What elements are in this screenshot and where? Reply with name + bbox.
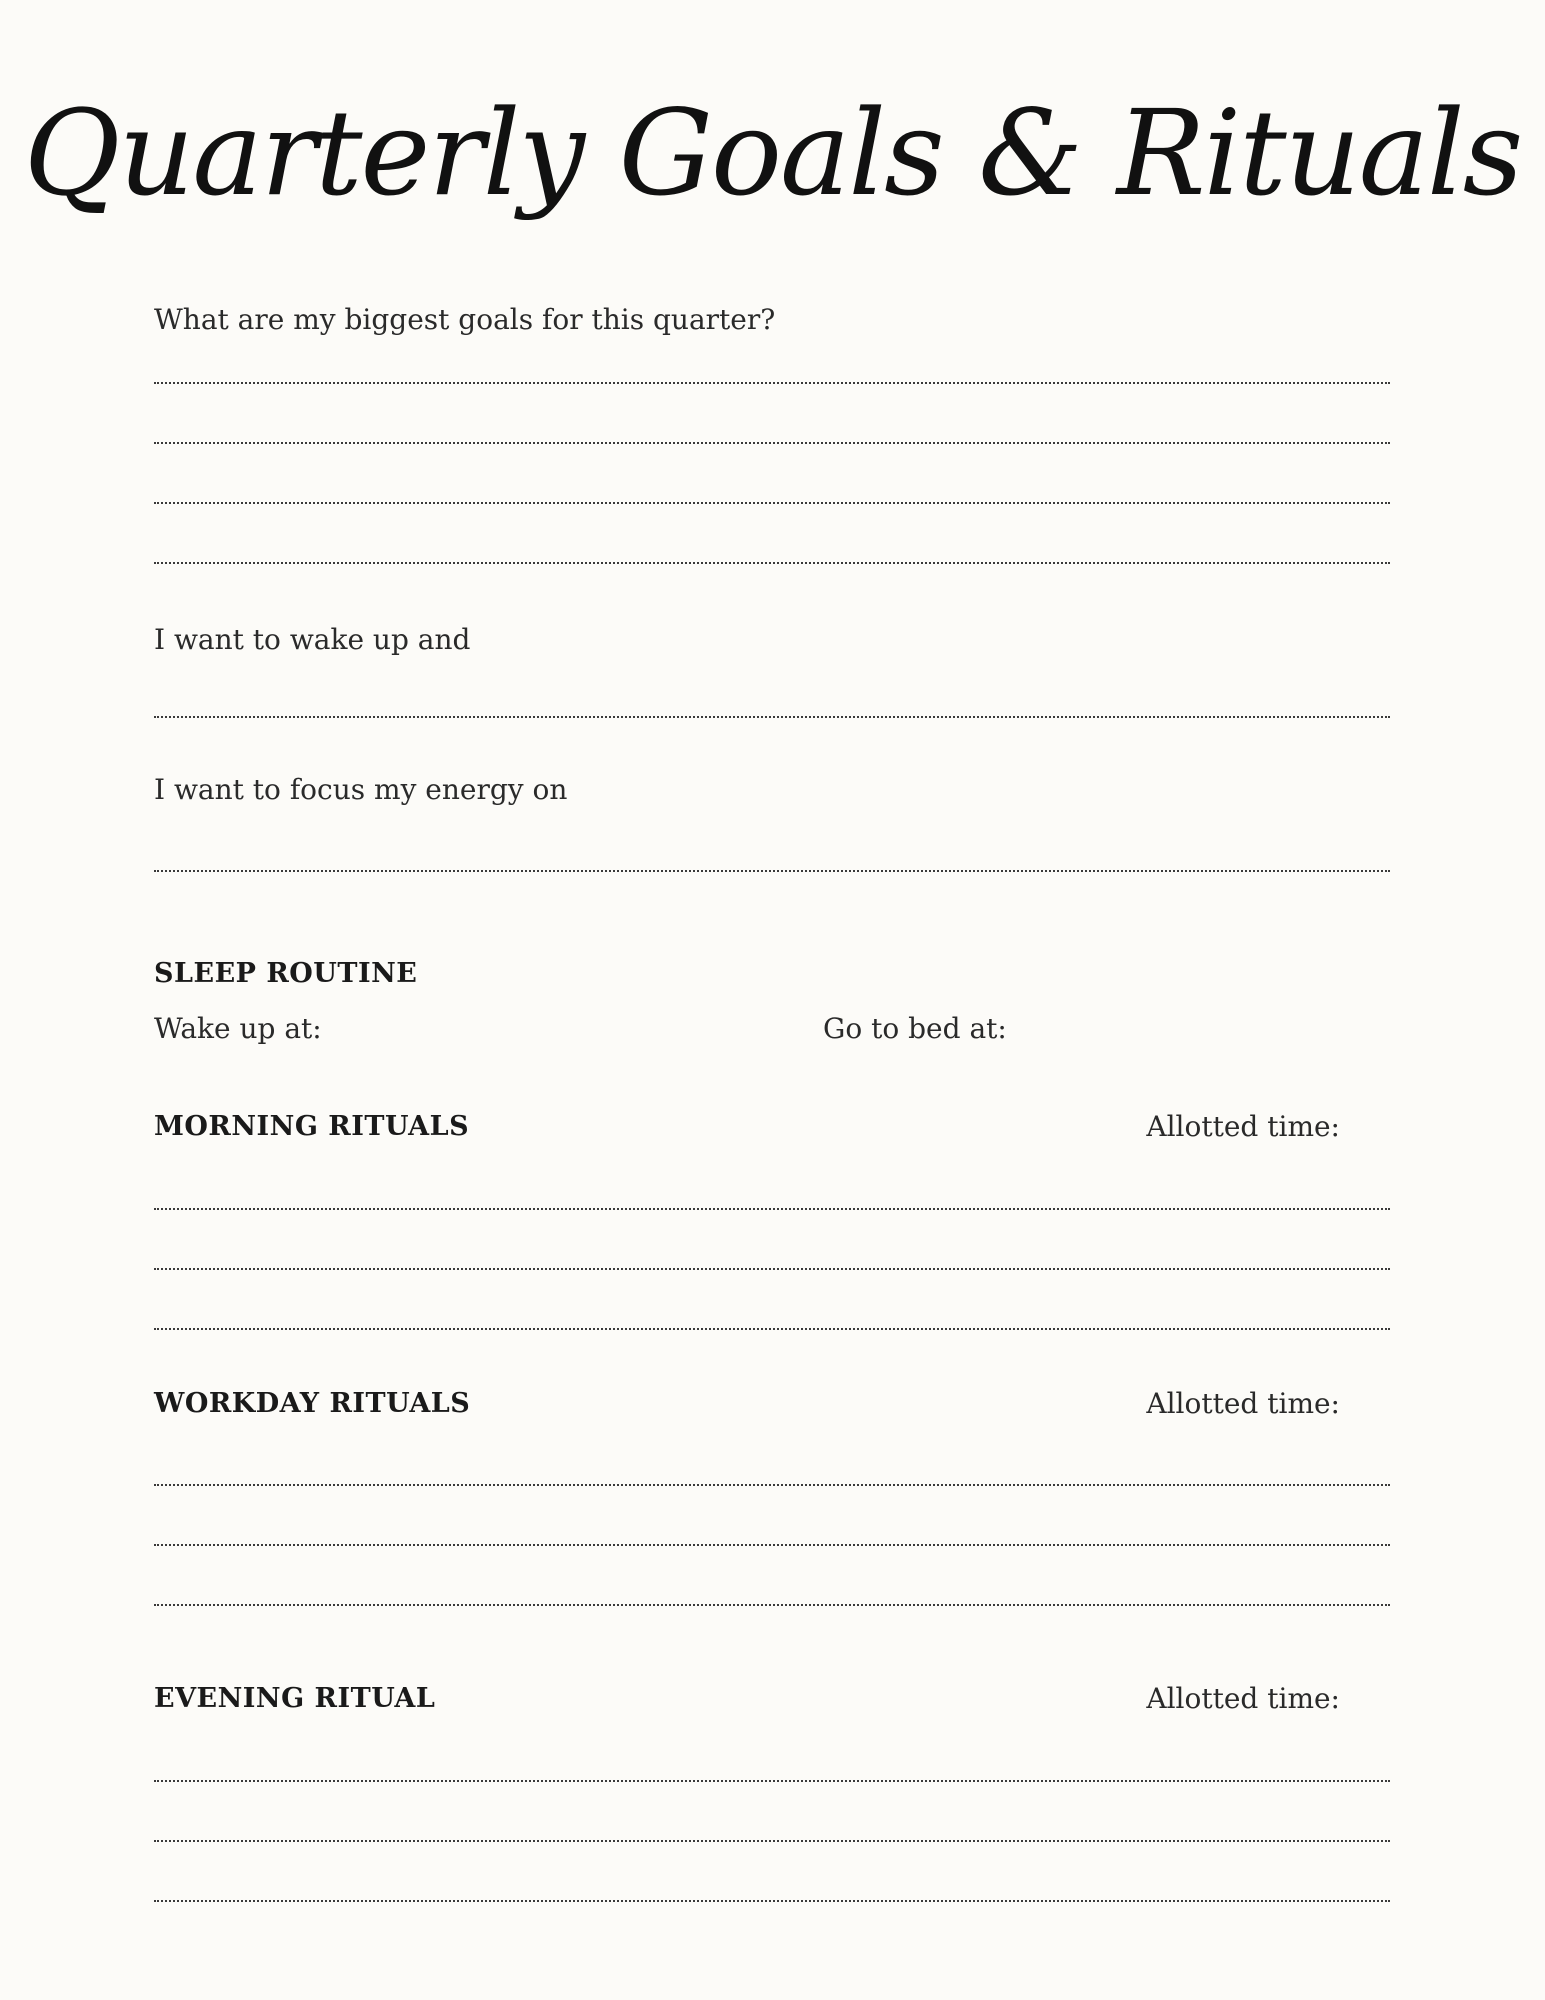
evening-line-3[interactable]: [154, 1900, 1390, 1902]
goals-line-3[interactable]: [154, 502, 1390, 504]
goals-line-2[interactable]: [154, 442, 1390, 444]
morning-line-2[interactable]: [154, 1268, 1390, 1270]
go-to-bed-at-label: Go to bed at:: [823, 1012, 1007, 1045]
workday-line-2[interactable]: [154, 1544, 1390, 1546]
focus-question: I want to focus my energy on: [154, 773, 568, 806]
evening-line-2[interactable]: [154, 1840, 1390, 1842]
morning-line-1[interactable]: [154, 1208, 1390, 1210]
wake-line[interactable]: [154, 716, 1390, 718]
morning-rituals-heading: MORNING RITUALS: [154, 1111, 470, 1142]
workday-line-3[interactable]: [154, 1604, 1390, 1606]
goals-line-1[interactable]: [154, 382, 1390, 384]
morning-allotted-time-label: Allotted time:: [1146, 1110, 1340, 1143]
evening-line-1[interactable]: [154, 1780, 1390, 1782]
workday-line-1[interactable]: [154, 1484, 1390, 1486]
wake-question: I want to wake up and: [154, 623, 471, 656]
workday-rituals-heading: WORKDAY RITUALS: [154, 1388, 471, 1419]
goals-line-4[interactable]: [154, 562, 1390, 564]
sleep-routine-heading: SLEEP ROUTINE: [154, 958, 418, 989]
evening-ritual-heading: EVENING RITUAL: [154, 1683, 436, 1714]
goals-question: What are my biggest goals for this quarter?: [154, 303, 776, 336]
focus-line[interactable]: [154, 870, 1390, 872]
evening-allotted-time-label: Allotted time:: [1146, 1682, 1340, 1715]
morning-line-3[interactable]: [154, 1328, 1390, 1330]
wake-up-at-label: Wake up at:: [154, 1012, 322, 1045]
page-title: Quarterly Goals & Rituals: [23, 84, 1522, 222]
workday-allotted-time-label: Allotted time:: [1146, 1387, 1340, 1420]
